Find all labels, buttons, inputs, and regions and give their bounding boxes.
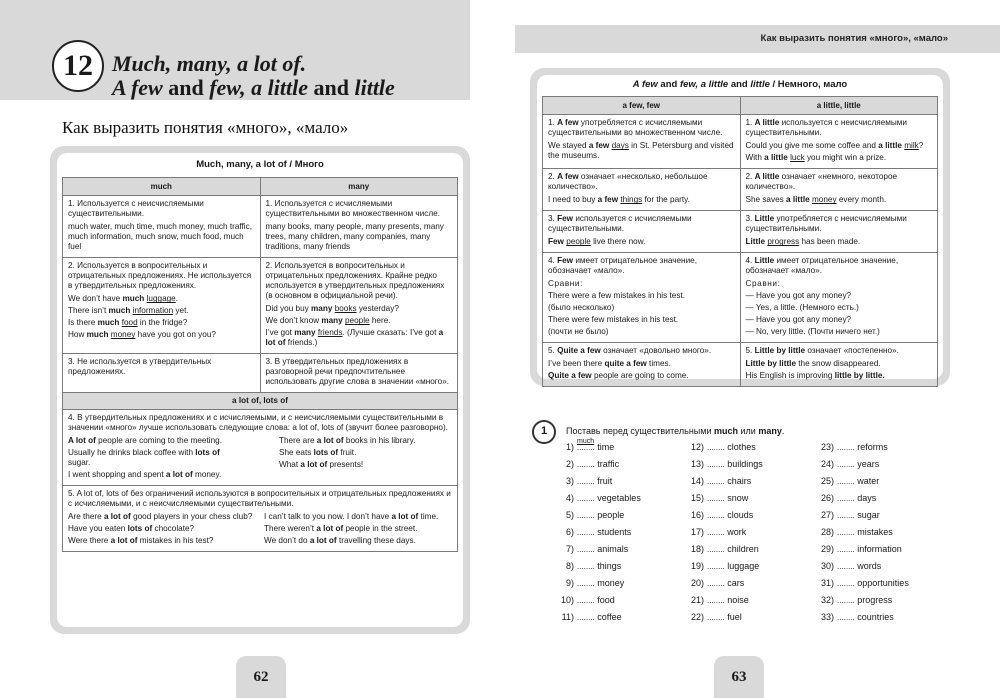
exercise-item (812, 612, 909, 629)
exercise-word: buildings (724, 459, 763, 469)
exercise-item (552, 612, 641, 629)
exercise-item-number: 16) (690, 510, 704, 520)
exercise-blank[interactable]: ........ (707, 443, 725, 452)
table-cell: 5. A lot of, lots of без ограничений используются в вопросительных и отрицательных предложениях и с исчисляемыми, и с неисчисляемыми существительными. Are there a lot of good players in your chess club? Have you eaten lots of chocolate? Were there a lot of mistakes in his test? I can’t talk to you now. I don’t have a lot of time. There weren’t a lot of people in the street. We don’t do a lot of travelling these days. (63, 486, 458, 552)
table-cell: 1. A little используется с неисчисляемыми существительными. Could you give me some coffee and a little milk? With a little luck you might win a prize. (740, 115, 938, 169)
table-cell: 4. В утвердительных предложениях и с исчисляемыми, и с неисчисляемыми существительными в значении «много» лучше использовать следующие слова: a lot of, lots of (звучит более разговорно). A lot of people are coming to the meeting. Usually he drinks black coffee with lots of sugar. I went shopping and spent a lot of money. There are a lot of books in his library. She eats lots of fruit. What a lot of presents! (63, 410, 458, 486)
table-cell: 3. Little употребляется с неисчисляемыми существительными. Little progress has been made. (740, 211, 938, 253)
exercise-word: days (854, 493, 877, 503)
exercise-item-number: 4) (565, 493, 574, 503)
exercise-item (682, 459, 763, 476)
exercise-item-number: 25) (820, 476, 834, 486)
exercise-item (812, 442, 909, 459)
table-cell: 2. Используется в вопросительных и отрицательных предложениях. Крайне редко используется в утвердительных предложениях (в основном в официальной речи). Did you buy many books yesterday? We don’t know many people here. I’ve got many friends. (Лучше сказать: I’ve got a lot of friends.) (260, 258, 458, 354)
exercise-item-number: 10) (560, 595, 574, 605)
exercise-blank[interactable]: ........ (707, 579, 725, 588)
exercise-word: students (594, 527, 632, 537)
alot-of-header: a lot of, lots of (63, 393, 458, 410)
exercise-item (552, 595, 641, 612)
exercise-item (552, 561, 641, 578)
exercise-blank[interactable]: ........ (707, 596, 725, 605)
exercise-item-number: 21) (690, 595, 704, 605)
exercise-item-number: 23) (820, 442, 834, 452)
exercise-blank[interactable]: ........ (837, 477, 855, 486)
exercise-word: chairs (724, 476, 752, 486)
exercise-blank[interactable]: ........ (837, 443, 855, 452)
exercise-blank[interactable]: ........ (707, 545, 725, 554)
exercise-blank[interactable]: ........ (577, 613, 595, 622)
exercise-item-number: 8) (565, 561, 574, 571)
exercise-word: mistakes (854, 527, 893, 537)
exercise-word: fruit (594, 476, 613, 486)
exercise-word: people (594, 510, 625, 520)
table-cell: 4. Little имеет отрицательное значение, обозначает «мало». Сравни: — Have you got any money? — Yes, a little. (Немного есть.) — Have you got any money? — No, very little. (Почти ничего нет.) (740, 253, 938, 343)
exercise-blank[interactable]: ........ (577, 477, 595, 486)
exercise-item-number: 12) (690, 442, 704, 452)
table-cell: 5. Quite a few означает «довольно много». I’ve been there quite a few times. Quite a few people are going to come. (543, 343, 741, 387)
exercise-word: information (854, 544, 902, 554)
exercise-item (812, 510, 909, 527)
exercise-blank[interactable]: ........ (837, 528, 855, 537)
exercise-item-number: 20) (690, 578, 704, 588)
table-cell: 4. Few имеет отрицательное значение, обозначает «мало». Сравни: There were a few mistakes in his test. (было несколько) There were few mistakes in his test. (почти не было) (543, 253, 741, 343)
exercise-blank[interactable]: ........ (707, 477, 725, 486)
exercise-item (812, 561, 909, 578)
exercise-number-badge: 1 (532, 420, 556, 444)
exercise-word: animals (594, 544, 629, 554)
exercise-word: cars (724, 578, 745, 588)
exercise-blank[interactable]: ........ (837, 511, 855, 520)
exercise-item-number: 13) (690, 459, 704, 469)
exercise-item (552, 510, 641, 527)
exercise-item (682, 442, 763, 459)
exercise-item (682, 612, 763, 629)
exercise-column-1 (552, 438, 641, 629)
exercise-item-number: 14) (690, 476, 704, 486)
exercise-item-number: 26) (820, 493, 834, 503)
exercise-word: reforms (854, 442, 888, 452)
exercise-item-number: 24) (820, 459, 834, 469)
russian-subtitle: Как выразить понятия «много», «мало» (62, 118, 349, 137)
exercise-blank[interactable]: ........ (707, 528, 725, 537)
exercise-item-number: 32) (820, 595, 834, 605)
lesson-title (112, 52, 395, 100)
page-number-left: 62 (236, 656, 286, 698)
exercise-word: sugar (854, 510, 880, 520)
exercise-blank[interactable]: ........ (707, 613, 725, 622)
exercise-blank[interactable]: ........ (707, 460, 725, 469)
exercise-word: progress (854, 595, 893, 605)
exercise-item (682, 476, 763, 493)
exercise-word: fuel (724, 612, 742, 622)
exercise-word: noise (724, 595, 749, 605)
exercise-blank[interactable]: ........ (577, 596, 595, 605)
exercise-blank[interactable]: ........ (837, 494, 855, 503)
exercise-item (812, 578, 909, 595)
exercise-item-number: 33) (820, 612, 834, 622)
exercise-word: snow (724, 493, 749, 503)
exercise-word: clouds (724, 510, 754, 520)
exercise-word: coffee (594, 612, 622, 622)
exercise-blank[interactable]: ........ (707, 511, 725, 520)
table-cell: 3. Не используется в утвердительных предложениях. (63, 354, 261, 393)
exercise-word: traffic (594, 459, 620, 469)
exercise-item (812, 595, 909, 612)
much-many-table (62, 177, 458, 553)
exercise-word: years (854, 459, 880, 469)
lesson-title-line1: Much, many, a lot of. (112, 51, 307, 76)
col-header-few: a few, few (543, 96, 741, 115)
exercise-blank[interactable]: ........ (837, 579, 855, 588)
col-header-little: a little, little (740, 96, 938, 115)
exercise-word: water (854, 476, 880, 486)
exercise-item-number: 1) (565, 442, 574, 452)
exercise-item-number: 22) (690, 612, 704, 622)
exercise-item (812, 459, 909, 476)
exercise-item (682, 527, 763, 544)
exercise-blank[interactable]: ........ (707, 562, 725, 571)
exercise-blank[interactable]: ........ (837, 562, 855, 571)
exercise-item (552, 493, 641, 510)
exercise-blank[interactable]: ........ (577, 511, 595, 520)
table-cell: 3. Few используется с исчисляемыми существительными. Few people live there now. (543, 211, 741, 253)
exercise-item (682, 510, 763, 527)
left-table-title: Much, many, a lot of / Много (196, 159, 324, 170)
exercise-word: vegetables (594, 493, 641, 503)
exercise-word: time (594, 442, 615, 452)
exercise-item-number: 29) (820, 544, 834, 554)
exercise-item-number: 31) (820, 578, 834, 588)
exercise-blank[interactable]: ........ (577, 545, 595, 554)
exercise-item (682, 561, 763, 578)
exercise-instruction: Поставь перед существительными much или many. (566, 426, 785, 436)
few-little-table (542, 96, 938, 388)
exercise-blank[interactable]: ........ (577, 528, 595, 537)
exercise-column-2 (682, 442, 763, 629)
table-cell: 1. A few употребляется с исчисляемыми существительными во множественном числе. We stayed a few days in St. Petersburg and visited the museums. (543, 115, 741, 169)
exercise-word: children (724, 544, 759, 554)
exercise-item-number: 15) (690, 493, 704, 503)
exercise-item-number: 19) (690, 561, 704, 571)
table-cell: 2. Используется в вопросительных и отрицательных предложениях. Не используется в утвердительных предложениях. We don’t have much luggage. There isn’t much information yet. Is there much food in the fridge? How much money have you got on you? (63, 258, 261, 354)
exercise-item (812, 476, 909, 493)
exercise-blank[interactable]: ........ (577, 460, 595, 469)
exercise-blank[interactable]: ........ (577, 562, 595, 571)
lesson-title-line2: A few and few, a little and little (112, 75, 395, 101)
exercise-blank[interactable]: ........ (707, 494, 725, 503)
exercise-word: countries (854, 612, 894, 622)
table-cell: 2. A few означает «несколько, небольшое количество». I need to buy a few things for the party. (543, 169, 741, 211)
exercise-item (682, 544, 763, 561)
exercise-word: luggage (724, 561, 760, 571)
exercise-item-number: 5) (565, 510, 574, 520)
exercise-item-number: 2) (565, 459, 574, 469)
exercise-blank[interactable]: ........ (837, 460, 855, 469)
running-title: Как выразить понятия «много», «мало» (760, 33, 948, 44)
right-table-title: A few and few, a little and little / Немного, мало (632, 79, 848, 90)
exercise-blank[interactable]: ........ (837, 613, 855, 622)
exercise-word: money (594, 578, 625, 588)
table-cell: 5. Little by little означает «постепенно». Little by little the snow disappeared. His English is improving little by little. (740, 343, 938, 387)
exercise-item-number: 30) (820, 561, 834, 571)
exercise-word: words (854, 561, 882, 571)
exercise-item (552, 544, 641, 561)
col-header-much: much (63, 177, 261, 196)
exercise-column-3 (812, 442, 909, 629)
col-header-many: many (260, 177, 458, 196)
exercise-blank[interactable]: much ........ (577, 438, 595, 452)
table-cell: 1. Используется с исчисляемыми существительными во множественном числе. many books, many people, many presents, many trees, many children, many companies, many traditions, many friends (260, 196, 458, 258)
exercise-item-number: 11) (561, 612, 574, 622)
exercise-word: work (724, 527, 747, 537)
exercise-item (812, 544, 909, 561)
exercise-item (812, 493, 909, 510)
exercise-blank[interactable]: ........ (577, 494, 595, 503)
right-table-card (537, 75, 943, 379)
page-number-right: 63 (714, 656, 764, 698)
exercise-word: opportunities (854, 578, 909, 588)
exercise-item (552, 459, 641, 476)
exercise-item-number: 27) (820, 510, 834, 520)
exercise-word: things (594, 561, 622, 571)
exercise-item (552, 527, 641, 544)
exercise-item (682, 578, 763, 595)
table-cell: 1. Используется с неисчисляемыми существительными. much water, much time, much money, much traffic, much information, much snow, much food, much fuel (63, 196, 261, 258)
lesson-number-badge: 12 (52, 40, 104, 92)
exercise-word: food (594, 595, 615, 605)
exercise-item (552, 438, 641, 459)
exercise-blank[interactable]: ........ (577, 579, 595, 588)
exercise-item-number: 17) (690, 527, 704, 537)
exercise-item-number: 6) (565, 527, 574, 537)
table-cell: 2. A little означает «немного, некоторое количество». She saves a little money every month. (740, 169, 938, 211)
exercise-item-number: 18) (690, 544, 704, 554)
exercise-item-number: 7) (565, 544, 574, 554)
exercise-item (682, 595, 763, 612)
exercise-item (552, 578, 641, 595)
exercise-item (812, 527, 909, 544)
table-cell: 3. В утвердительных предложениях в разговорной речи предпочтительнее использовать другие слова в значении «много». (260, 354, 458, 393)
exercise-item (552, 476, 641, 493)
exercise-item-number: 28) (820, 527, 834, 537)
exercise-item (682, 493, 763, 510)
exercise-item-number: 9) (565, 578, 574, 588)
exercise-word: clothes (724, 442, 756, 452)
exercise-item-number: 3) (565, 476, 574, 486)
left-table-card (57, 153, 463, 627)
exercise-blank[interactable]: ........ (837, 545, 855, 554)
exercise-blank[interactable]: ........ (837, 596, 855, 605)
